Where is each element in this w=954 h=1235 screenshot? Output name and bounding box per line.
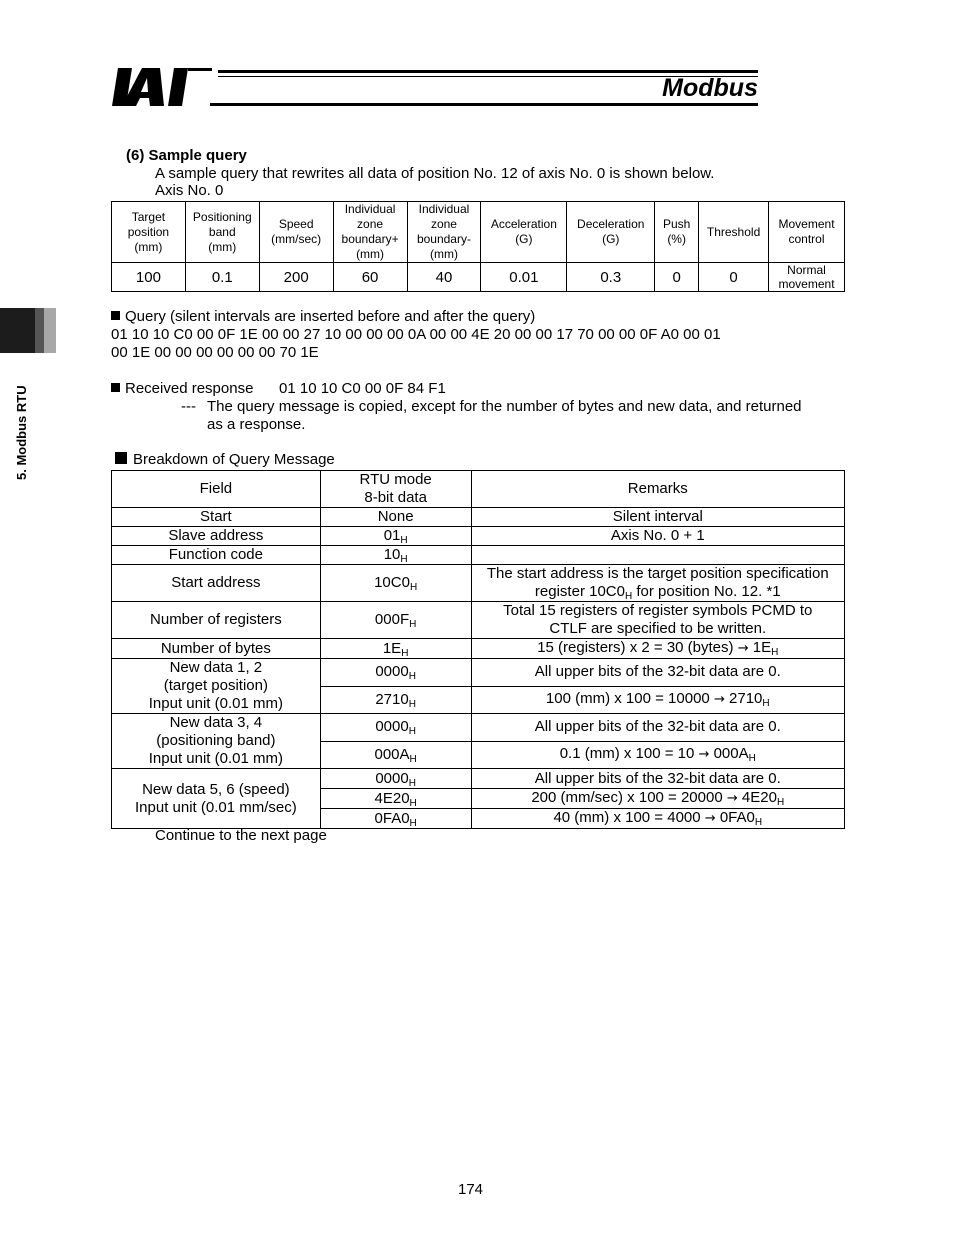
rtu-start: None xyxy=(320,508,471,527)
section-intro: A sample query that rewrites all data of position No. 12 of axis No. 0 is shown below. xyxy=(155,165,715,182)
rtu-new-data-4: $000A_H$ xyxy=(320,741,471,769)
field-new-data-5-6: New data 5, 6 (speed) Input unit (0.01 mm/sec) xyxy=(112,769,321,829)
header-rule-top xyxy=(218,70,758,73)
chapter-tab xyxy=(0,308,35,353)
header-positioning-band: Positioning band (mm) xyxy=(185,202,259,263)
response-label: Received response xyxy=(111,380,253,398)
query-bytes-line1: 01 10 10 C0 00 0F 1E 00 00 27 10 00 00 00 0A 00 00 4E 20 00 00 17 70 00 00 0F A0 00 01 xyxy=(111,326,721,343)
sample-table-header-row xyxy=(112,202,845,263)
remark-number-of-bytes: 15 (registers) x 2 = 30 (bytes) → $1E_H$ xyxy=(471,639,844,659)
rtu-number-of-registers: $000F_H$ xyxy=(320,602,471,639)
value-deceleration: 0.3 xyxy=(567,263,655,292)
rtu-new-data-2: $2710_H$ xyxy=(320,686,471,714)
rtu-new-data-1: $0000_H$ xyxy=(320,659,471,687)
field-new-data-1-2: New data 1, 2 (target position) Input unit (0.01 mm) xyxy=(112,659,321,714)
table-row xyxy=(112,546,845,565)
table-row xyxy=(112,769,845,789)
remark-slave-address: Axis No. 0 + 1 xyxy=(471,527,844,546)
response-dashes: --- xyxy=(181,398,196,415)
arrow-right-icon: → xyxy=(737,641,749,656)
header-rtu: RTU mode 8-bit data xyxy=(320,471,471,508)
rtu-new-data-6b: $0FA0_H$ xyxy=(320,809,471,829)
query-bytes-line2: 00 1E 00 00 00 00 00 00 70 1E xyxy=(111,344,319,361)
breakdown-header-row xyxy=(112,471,845,508)
arrow-right-icon: → xyxy=(713,692,725,708)
header-title: Modbus xyxy=(662,74,758,102)
section-heading: (6) Sample query xyxy=(126,147,247,164)
chapter-tab-shade xyxy=(35,308,44,353)
header-field: Field xyxy=(112,471,321,508)
page-number: 174 xyxy=(458,1181,484,1198)
bullet-square-icon xyxy=(111,311,120,320)
remark-function-code xyxy=(471,546,844,565)
value-acceleration: 0.01 xyxy=(481,263,567,292)
header-rule-bottom xyxy=(210,103,758,106)
field-new-data-3-4: New data 3, 4 (positioning band) Input unit (0.01 mm) xyxy=(112,714,321,769)
field-number-of-registers: Number of registers xyxy=(112,602,321,639)
remark-number-of-registers: Total 15 registers of register symbols PCMD to CTLF are specified to be written. xyxy=(471,602,844,639)
header-push: Push (%) xyxy=(655,202,699,263)
header-remarks: Remarks xyxy=(471,471,844,508)
table-row xyxy=(112,508,845,527)
remark-new-data-3: All upper bits of the 32-bit data are 0. xyxy=(471,714,844,742)
table-row xyxy=(112,639,845,659)
value-speed: 200 xyxy=(259,263,333,292)
field-slave-address: Slave address xyxy=(112,527,321,546)
rtu-new-data-5: $0000_H$ xyxy=(320,769,471,789)
value-movement-control: Normal movement xyxy=(769,263,845,292)
breakdown-label: Breakdown of Query Message xyxy=(115,451,335,469)
arrow-right-icon: → xyxy=(698,747,710,763)
value-positioning-band: 0.1 xyxy=(185,263,259,292)
iai-logo xyxy=(112,68,212,106)
rtu-function-code: $10_H$ xyxy=(320,546,471,565)
table-row xyxy=(112,659,845,687)
table-row xyxy=(112,714,845,742)
arrow-right-icon: → xyxy=(704,811,716,826)
query-label: Query (silent intervals are inserted before and after the query) xyxy=(111,308,535,326)
value-zone-minus: 40 xyxy=(407,263,481,292)
value-zone-plus: 60 xyxy=(333,263,407,292)
header-target-position: Target position (mm) xyxy=(112,202,186,263)
header-acceleration: Acceleration (G) xyxy=(481,202,567,263)
response-value: 01 10 10 C0 00 0F 84 F1 xyxy=(279,380,446,397)
table-row xyxy=(112,602,845,639)
bullet-square-icon xyxy=(111,383,120,392)
rtu-new-data-3: $0000_H$ xyxy=(320,714,471,742)
field-number-of-bytes: Number of bytes xyxy=(112,639,321,659)
remark-new-data-5: All upper bits of the 32-bit data are 0. xyxy=(471,769,844,789)
chapter-tab-light xyxy=(44,308,56,353)
remark-new-data-1: All upper bits of the 32-bit data are 0. xyxy=(471,659,844,687)
continue-note: Continue to the next page xyxy=(155,827,327,844)
response-note-line1: The query message is copied, except for the number of bytes and new data, and returned xyxy=(207,398,802,415)
field-start-address: Start address xyxy=(112,565,321,602)
remark-new-data-4: 0.1 (mm) x $100 = 10 \to 000A_H$ xyxy=(471,741,844,769)
remark-start: Silent interval xyxy=(471,508,844,527)
rtu-new-data-6: $4E20_H$ xyxy=(320,789,471,809)
remark-new-data-6: 200 (mm/sec) x $100 = 20000 \to 4E20_H$ xyxy=(471,789,844,809)
header-movement-control: Movement control xyxy=(769,202,845,263)
table-row xyxy=(112,565,845,602)
rtu-number-of-bytes: $1E_H$ xyxy=(320,639,471,659)
field-function-code: Function code xyxy=(112,546,321,565)
remark-new-data-2: 100 (mm) x $100 = 10000 \to 2710_H$ xyxy=(471,686,844,714)
value-target-position: 100 xyxy=(112,263,186,292)
header-zone-minus: Individual zone boundary- (mm) xyxy=(407,202,481,263)
table-row xyxy=(112,527,845,546)
sample-table-value-row xyxy=(112,263,845,292)
remark-start-address: The start address is the target position specification register $10C0_H$ for position No. 12. *1 xyxy=(471,565,844,602)
value-threshold: 0 xyxy=(699,263,769,292)
rtu-start-address: $10C0_H$ xyxy=(320,565,471,602)
bullet-square-icon xyxy=(115,452,127,464)
chapter-label: 5. Modbus RTU xyxy=(14,385,29,480)
field-start: Start xyxy=(112,508,321,527)
axis-label: Axis No. 0 xyxy=(155,182,224,199)
remark-new-data-6b: 40 (mm) x $100 = 4000 \to 0FA0_H$ xyxy=(471,809,844,829)
header-deceleration: Deceleration (G) xyxy=(567,202,655,263)
header-threshold: Threshold xyxy=(699,202,769,263)
header-speed: Speed (mm/sec) xyxy=(259,202,333,263)
rtu-slave-address: $01_H$ xyxy=(320,527,471,546)
breakdown-table xyxy=(111,470,845,829)
value-push: 0 xyxy=(655,263,699,292)
sample-position-table xyxy=(111,201,845,292)
arrow-right-icon: → xyxy=(726,791,738,806)
response-note-line2: as a response. xyxy=(207,416,306,433)
header-zone-plus: Individual zone boundary+ (mm) xyxy=(333,202,407,263)
